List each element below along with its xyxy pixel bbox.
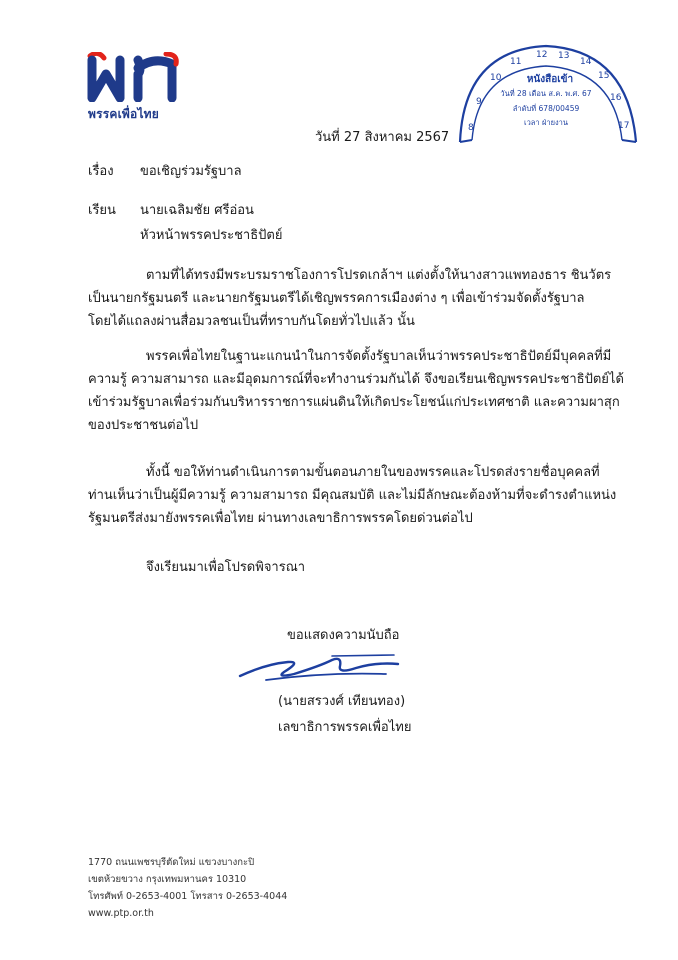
paragraph-2 — [88, 345, 624, 437]
subject-label: เรื่อง — [88, 164, 114, 179]
regards-text: ขอแสดงความนับถือ — [287, 628, 400, 643]
paragraph-line: โดยได้แถลงผ่านสื่อมวลชนเป็นที่ทราบกันโดยทั่วไปแล้ว นั้น — [88, 314, 415, 329]
paragraph-line: ความรู้ ความสามารถ และมีอุดมการณ์ที่จะทำงานร่วมกันได้ จึงขอเรียนเชิญพรรคประชาธิปัตย์ได้ — [88, 372, 624, 387]
party-name: พรรคเพื่อไทย — [88, 107, 160, 121]
recipient-name: นายเฉลิมชัย ศรีอ่อน — [140, 203, 254, 218]
paragraph-line: ทั้งนี้ ขอให้ท่านดำเนินการตามขั้นตอนภายในของพรรคและโปรดส่งรายชื่อบุคคลที่ — [146, 465, 600, 480]
signer-title: เลขาธิการพรรคเพื่อไทย — [278, 720, 412, 735]
signer-name: (นายสรวงศ์ เทียนทอง) — [278, 694, 406, 709]
recipient-title: หัวหน้าพรรคประชาธิปัตย์ — [140, 228, 283, 243]
stamp-time: เวลา ฝ่ายงาน — [524, 118, 568, 127]
stamp-hour: 11 — [510, 57, 522, 67]
stamp-hour: 9 — [476, 97, 482, 107]
paragraph-line: ของประชาชนต่อไป — [88, 418, 199, 433]
stamp-hour: 10 — [490, 73, 502, 83]
subject-text: ขอเชิญร่วมรัฐบาล — [140, 164, 242, 179]
footer-website: www.ptp.or.th — [88, 908, 154, 919]
footer-phone: โทรศัพท์ 0-2653-4001 โทรสาร 0-2653-4044 — [88, 891, 288, 902]
paragraph-line: เข้าร่วมรัฐบาลเพื่อร่วมกันบริหารราชการแผ่นดินให้เกิดประโยชน์แก่ประเทศชาติ และความผาสุก — [88, 395, 620, 410]
footer-contact — [88, 854, 287, 922]
stamp-hour: 12 — [536, 50, 548, 60]
stamp-hour: 15 — [598, 71, 610, 81]
stamp-hour: 16 — [610, 93, 622, 103]
footer-address-line: เขตห้วยขวาง กรุงเทพมหานคร 10310 — [88, 874, 247, 885]
party-logo — [84, 52, 194, 124]
stamp-hour: 17 — [618, 121, 630, 131]
paragraph-line: ตามที่ได้ทรงมีพระบรมราชโองการโปรดเกล้าฯ แต่งตั้งให้นางสาวแพทองธาร ชินวัตร — [146, 268, 612, 283]
paragraph-line: รัฐมนตรีส่งมายังพรรคเพื่อไทย ผ่านทางเลขาธิการพรรคโดยด่วนต่อไป — [88, 511, 473, 526]
stamp-title: หนังสือเข้า — [526, 74, 574, 85]
party-logo-mark — [84, 52, 184, 102]
paragraph-3 — [88, 461, 617, 530]
paragraph-line: ท่านเห็นว่าเป็นผู้มีความรู้ ความสามารถ มีคุณสมบัติ และไม่มีลักษณะต้องห้ามที่จะดำรงตำแหน่ง — [88, 488, 617, 503]
stamp-number: ลำดับที่ 678/00459 — [512, 104, 580, 113]
paragraph-line: เป็นนายกรัฐมนตรี และนายกรัฐมนตรีได้เชิญพรรคการเมืองต่าง ๆ เพื่อเข้าร่วมจัดตั้งรัฐบาล — [88, 291, 585, 306]
stamp-date: วันที่ 28 เดือน ส.ค. พ.ศ. 67 — [500, 89, 592, 98]
closing-line: จึงเรียนมาเพื่อโปรดพิจารณา — [146, 560, 306, 575]
handwritten-signature — [236, 650, 406, 684]
stamp-hour: 14 — [580, 57, 592, 67]
recipient-label: เรียน — [88, 203, 116, 218]
letter-date: วันที่ 27 สิงหาคม 2567 — [315, 130, 450, 145]
footer-address-line: 1770 ถนนเพชรบุรีตัดใหม่ แขวงบางกะปิ — [88, 857, 255, 868]
recipient-row — [88, 199, 488, 217]
paragraph-1 — [88, 264, 612, 333]
stamp-hour: 8 — [468, 123, 474, 133]
stamp-hour: 13 — [558, 51, 570, 61]
paragraph-line: พรรคเพื่อไทยในฐานะแกนนำในการจัดตั้งรัฐบาลเห็นว่าพรรคประชาธิปัตย์มีบุคคลที่มี — [146, 349, 612, 364]
subject-row — [88, 160, 488, 178]
received-stamp — [446, 30, 646, 160]
